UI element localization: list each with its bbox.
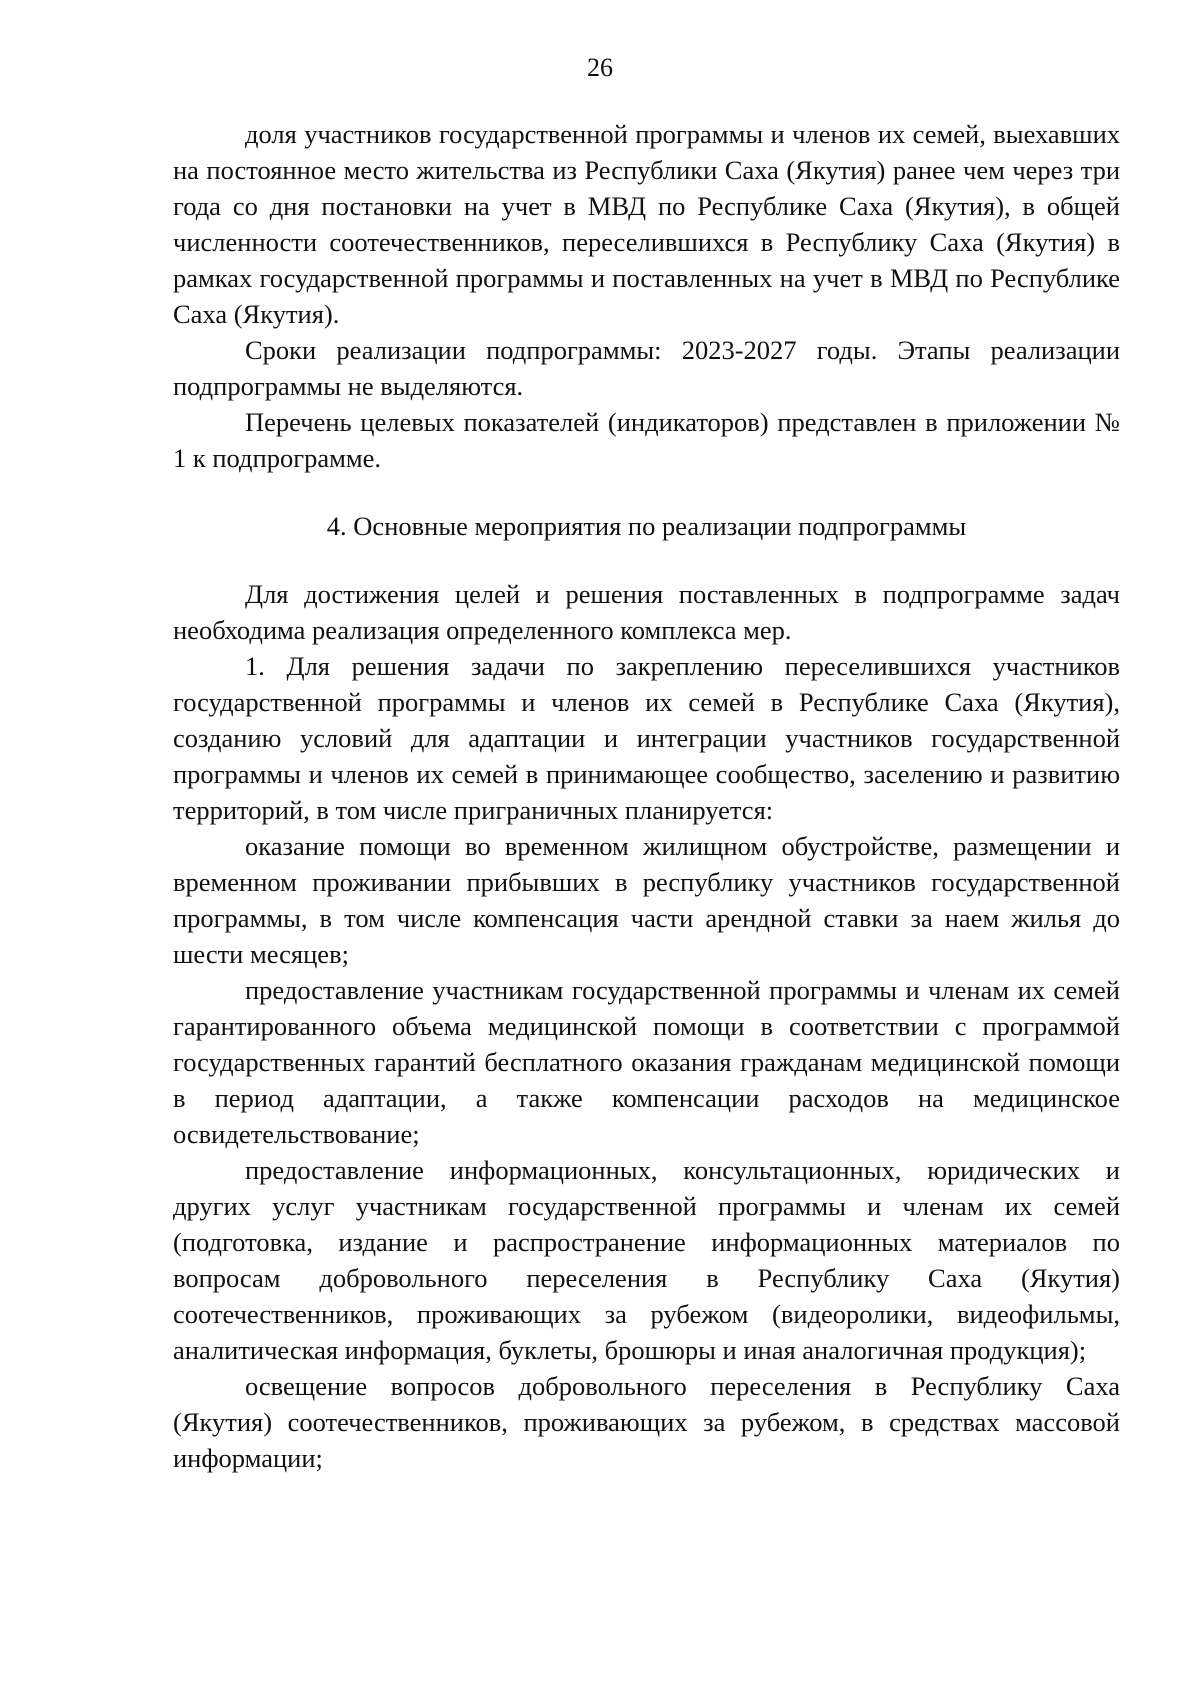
page-number: 26 — [587, 53, 613, 82]
paragraph-indicators-list: Перечень целевых показателей (индикаторов) представлен в приложении № 1 к подпрограмме. — [173, 407, 1120, 473]
paragraph-task-1: 1. Для решения задачи по закреплению переселившихся участников государственной программы и членов их семей в Республике Саха (Якутия), созданию условий для адаптации и интеграции участников государственной программы и членов их семей в принимающее сообщество, заселению и развитию территорий, в том числе приграничных планируется: — [173, 651, 1120, 825]
paragraph-implementation-period: Сроки реализации подпрограммы: 2023-2027 годы. Этапы реализации подпрограммы не выделяются. — [173, 335, 1120, 401]
document-body — [173, 116, 1120, 1476]
paragraph-medical-assistance: предоставление участникам государственной программы и членам их семей гарантированного объема медицинской помощи в соответствии с программой государственных гарантий бесплатного оказания гражданам медицинской помощи в период адаптации, а также компенсации расходов на медицинское освидетельствование; — [173, 975, 1120, 1149]
paragraph-media-coverage: освещение вопросов добровольного переселения в Республику Саха (Якутия) соотечественников, проживающих за рубежом, в средствах массовой информации; — [173, 1371, 1120, 1473]
paragraph-information-services: предоставление информационных, консультационных, юридических и других услуг участникам государственной программы и членам их семей (подготовка, издание и распространение информационных материалов по вопросам добровольного переселения в Республику Саха (Якутия) соотечественников, проживающих за рубежом (видеоролики, видеофильмы, аналитическая информация, буклеты, брошюры и иная аналогичная продукция); — [173, 1155, 1120, 1365]
paragraph-measures-intro: Для достижения целей и решения поставленных в подпрограмме задач необходима реализация определенного комплекса мер. — [173, 579, 1120, 645]
section-heading: 4. Основные мероприятия по реализации подпрограммы — [326, 511, 967, 541]
paragraph-housing-assistance: оказание помощи во временном жилищном обустройстве, размещении и временном проживании прибывших в республику участников государственной программы, в том числе компенсация части арендной ставки за наем жилья до шести месяцев; — [173, 831, 1120, 969]
paragraph-indicator-share: доля участников государственной программы и членов их семей, выехавших на постоянное место жительства из Республики Саха (Якутия) ранее чем через три года со дня постановки на учет в МВД по Республике Саха (Якутия), в общей численности соотечественников, переселившихся в Республику Саха (Якутия) в рамках государственной программы и поставленных на учет в МВД по Республике Саха (Якутия). — [173, 119, 1120, 329]
